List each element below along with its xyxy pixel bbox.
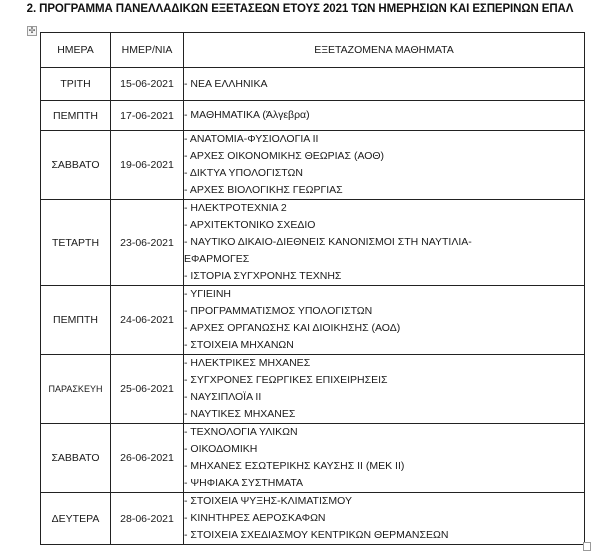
subject-item: - ΣΤΟΙΧΕΙΑ ΨΥΞΗΣ-ΚΛΙΜΑΤΙΣΜΟΥ [184,495,352,507]
subjects-cell [184,200,585,286]
subject-item: - ΗΛΕΚΤΡΟΤΕΧΝΙΑ 2 [184,202,287,214]
day-cell: ΣΑΒΒΑΤΟ [41,131,111,200]
subject-item: - ΑΡΧΕΣ ΒΙΟΛΟΓΙΚΗΣ ΓΕΩΡΓΙΑΣ [184,184,343,196]
date-cell: 28-06-2021 [111,493,184,545]
date-cell: 24-06-2021 [111,286,184,355]
date-cell: 23-06-2021 [111,200,184,286]
subjects-cell [184,355,585,424]
table-row [41,493,585,545]
subject-item: - ΨΗΦΙΑΚΑ ΣΥΣΤΗΜΑΤΑ [184,477,304,489]
day-cell: ΠΕΜΠΤΗ [41,286,111,355]
subject-item: - ΔΙΚΤΥΑ ΥΠΟΛΟΓΙΣΤΩΝ [184,167,303,179]
subject-item: - ΣΤΟΙΧΕΙΑ ΜΗΧΑΝΩΝ [184,339,294,351]
subject-item: - ΚΙΝΗΤΗΡΕΣ ΑΕΡΟΣΚΑΦΩΝ [184,512,326,524]
date-cell: 19-06-2021 [111,131,184,200]
subject-item: - ΜΑΘΗΜΑΤΙΚΑ (Άλγεβρα) [184,109,310,121]
subject-item: - ΙΣΤΟΡΙΑ ΣΥΓΧΡΟΝΗΣ ΤΕΧΝΗΣ [184,270,342,282]
table-row [41,355,585,424]
table-move-handle-icon[interactable]: ✣ [28,26,36,35]
date-cell: 15-06-2021 [111,68,184,101]
subject-item: - ΝΕΑ ΕΛΛΗΝΙΚΑ [184,77,268,90]
exam-schedule-table [40,32,585,545]
header-day: ΗΜΕΡΑ [41,33,111,68]
table-row [41,131,585,200]
subject-item: - ΜΗΧΑΝΕΣ ΕΣΩΤΕΡΙΚΗΣ ΚΑΥΣΗΣ ΙΙ (ΜΕΚ ΙΙ) [184,460,405,472]
header-date: ΗΜΕΡ/ΝΙΑ [111,33,184,68]
day-cell: ΠΑΡΑΣΚΕΥΗ [41,355,111,424]
subject-item: - ΣΤΟΙΧΕΙΑ ΣΧΕΔΙΑΣΜΟΥ ΚΕΝΤΡΙΚΩΝ ΘΕΡΜΑΝΣΕΩΝ [184,529,449,541]
table-row [41,200,585,286]
subject-item-continuation: ΕΦΑΡΜΟΓΕΣ [184,253,250,265]
subject-item: - ΠΡΟΓΡΑΜΜΑΤΙΣΜΟΣ ΥΠΟΛΟΓΙΣΤΩΝ [184,305,373,317]
subject-item: - ΑΝΑΤΟΜΙΑ-ΦΥΣΙΟΛΟΓΙΑ ΙΙ [184,133,319,145]
subjects-cell [184,424,585,493]
day-cell: ΣΑΒΒΑΤΟ [41,424,111,493]
table-row [41,424,585,493]
subject-item: - ΝΑΥΤΙΚΟ ΔΙΚΑΙΟ-ΔΙΕΘΝΕΙΣ ΚΑΝΟΝΙΣΜΟΙ ΣΤΗ ΝΑΥΤΙΛΙΑ- [184,236,472,248]
table-header-row [41,33,585,68]
subjects-cell [184,131,585,200]
subjects-cell [184,286,585,355]
subject-item: - ΣΥΓΧΡΟΝΕΣ ΓΕΩΡΓΙΚΕΣ ΕΠΙΧΕΙΡΗΣΕΙΣ [184,374,388,386]
subjects-cell [184,493,585,545]
subjects-cell [184,68,585,101]
subject-item: - ΤΕΧΝΟΛΟΓΙΑ ΥΛΙΚΩΝ [184,426,298,438]
subject-item: - ΑΡΧΕΣ ΟΡΓΑΝΩΣΗΣ ΚΑΙ ΔΙΟΙΚΗΣΗΣ (ΑΟΔ) [184,322,401,334]
day-cell: ΔΕΥΤΕΡΑ [41,493,111,545]
subject-item: - ΟΙΚΟΔΟΜΙΚΗ [184,443,258,455]
day-cell: ΠΕΜΠΤΗ [41,101,111,131]
table-resize-handle-icon[interactable] [583,542,591,551]
subject-item: - ΑΡΧΙΤΕΚΤΟΝΙΚΟ ΣΧΕΔΙΟ [184,219,316,231]
date-cell: 17-06-2021 [111,101,184,131]
document-title: 2. ΠΡΟΓΡΑΜΜΑ ΠΑΝΕΛΛΑΔΙΚΩΝ ΕΞΕΤΑΣΕΩΝ ΕΤΟΥΣ 2021 ΤΩΝ ΗΜΕΡΗΣΙΩΝ ΚΑΙ ΕΣΠΕΡΙΝΩΝ ΕΠΑΛ [26,3,574,15]
date-cell: 26-06-2021 [111,424,184,493]
table-row [41,68,585,101]
day-cell: ΤΕΤΑΡΤΗ [41,200,111,286]
table-row [41,286,585,355]
subject-item: - ΝΑΥΣΙΠΛΟΪΑ ΙΙ [184,391,262,403]
subject-item: - ΥΓΙΕΙΝΗ [184,288,232,300]
subject-item: - ΗΛΕΚΤΡΙΚΕΣ ΜΗΧΑΝΕΣ [184,357,311,369]
subject-item: - ΑΡΧΕΣ ΟΙΚΟΝΟΜΙΚΗΣ ΘΕΩΡΙΑΣ (ΑΟΘ) [184,150,385,162]
table-row [41,101,585,131]
date-cell: 25-06-2021 [111,355,184,424]
day-cell: ΤΡΙΤΗ [41,68,111,101]
subjects-cell [184,101,585,131]
header-subjects: ΕΞΕΤΑΖΟΜΕΝΑ ΜΑΘΗΜΑΤΑ [184,33,585,68]
subject-item: - ΝΑΥΤΙΚΕΣ ΜΗΧΑΝΕΣ [184,408,296,420]
